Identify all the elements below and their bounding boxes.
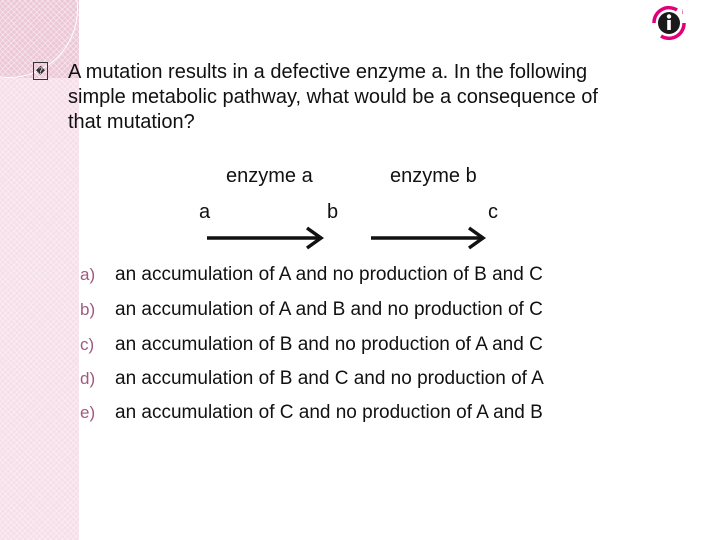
- arrow-enzyme-b: [371, 228, 483, 248]
- choice-letter: a): [80, 265, 96, 284]
- enzyme-b-label: enzyme b: [390, 165, 477, 187]
- product-c-label: c: [488, 201, 498, 223]
- pathway-arrows: [185, 220, 505, 256]
- choice-letter: d): [80, 369, 96, 388]
- choice-text: an accumulation of B and C and no production of A: [115, 368, 544, 389]
- info-logo-icon: [648, 4, 690, 42]
- enzyme-a-label: enzyme a: [226, 165, 313, 187]
- choice-letter: e): [80, 403, 96, 422]
- arrow-enzyme-a: [207, 228, 321, 248]
- question-text: A mutation results in a defective enzyme a. In the following simple metabolic pathway, what would be a consequence of that mutation?: [68, 61, 598, 133]
- bullet-glyph: �: [33, 62, 48, 80]
- choice-letter: c): [80, 335, 95, 354]
- svg-text:i: i: [682, 10, 684, 16]
- choice-letter: b): [80, 300, 96, 319]
- choice-text: an accumulation of A and no production of B and C: [115, 264, 543, 285]
- choice-text: an accumulation of C and no production of A and B: [115, 402, 543, 423]
- substrate-a-label: a: [199, 201, 211, 223]
- choice-text: an accumulation of A and B and no production of C: [115, 299, 543, 320]
- choice-text: an accumulation of B and no production of A and C: [115, 334, 543, 355]
- intermediate-b-label: b: [327, 201, 339, 223]
